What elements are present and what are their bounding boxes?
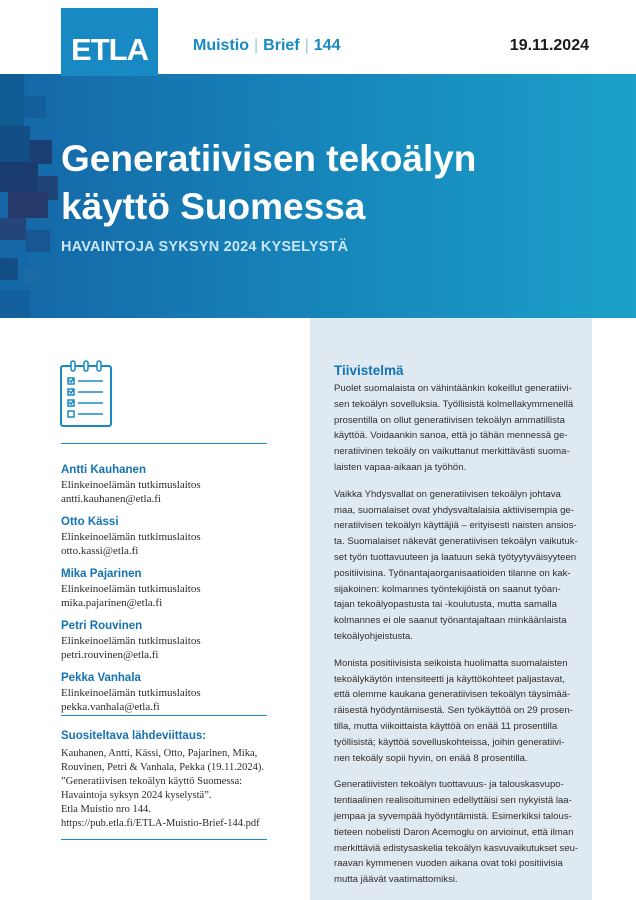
summary-line: neratiivisen tekoälyn käyttäjiä – erityisesti naisten ansios- — [334, 520, 577, 532]
summary-paragraph — [334, 487, 584, 645]
summary-paragraph — [334, 381, 584, 476]
summary-line: Generatiivisten tekoälyn tuottavuus- ja talouskasvupo- — [334, 779, 564, 791]
summary-line: tentiaalinen realisoituminen edellyttäisi sen nykyistä laa- — [334, 795, 572, 807]
divider — [61, 839, 267, 840]
divider — [61, 443, 267, 444]
summary-paragraph — [334, 656, 584, 767]
summary-body — [334, 381, 584, 899]
etla-logo: ETLA — [61, 8, 158, 76]
page-subtitle: HAVAINTOJA SYKSYN 2024 KYSELYSTÄ — [61, 239, 349, 255]
summary-line: sen tekoälyn sovelluksia. Työllisistä kolmellakymmenellä — [334, 398, 574, 410]
title-line: Generatiivisen tekoälyn — [61, 138, 477, 179]
summary-line: laisten vapaa-aikaan ja työhön. — [334, 461, 467, 473]
citation-line: Havaintoja syksyn 2024 kyselystä”. — [61, 790, 212, 801]
summary-line: käyttöä. Voidaankin sanoa, että jo tähän mennessä ge- — [334, 430, 568, 442]
citation-line: ”Generatiivisen tekoälyn käyttö Suomessa: — [61, 776, 243, 787]
author-email[interactable]: mika.pajarinen@etla.fi — [61, 597, 163, 609]
summary-line: mutta jäävät vaatimattomiksi. — [334, 874, 458, 886]
series-separator: | — [304, 37, 309, 54]
author-block — [61, 619, 271, 662]
author-email[interactable]: antti.kauhanen@etla.fi — [61, 493, 161, 505]
divider — [61, 715, 267, 716]
summary-line: Puolet suomalaista on vähintäänkin kokeillut generatiivi- — [334, 383, 572, 394]
author-email[interactable]: pekka.vanhala@etla.fi — [61, 701, 160, 713]
author-name: Petri Rouvinen — [61, 620, 143, 632]
summary-line: neratiivinen tekoäly on vaikuttanut merkittävästi suoma- — [334, 446, 570, 458]
series-brief: Brief — [263, 37, 300, 54]
author-list — [61, 463, 271, 723]
author-organisation: Elinkeinoelämän tutkimuslaitos — [61, 531, 201, 543]
checklist-document-icon — [59, 360, 113, 428]
summary-line: raavan kymmenen vuoden aikana ovat toki positiivisia — [334, 858, 563, 870]
author-organisation: Elinkeinoelämän tutkimuslaitos — [61, 687, 201, 699]
citation-url[interactable]: https://pub.etla.fi/ETLA-Muistio-Brief-144.pdf — [61, 818, 260, 829]
summary-line: Vaikka Yhdysvallat on generatiivisen tekoälyn johtava — [334, 488, 561, 500]
summary-line: että olemme kaukana generatiivisen tekoälyn täysimää- — [334, 689, 571, 701]
author-name: Pekka Vanhala — [61, 672, 141, 684]
page-title — [61, 135, 581, 231]
series-separator: | — [254, 37, 259, 54]
author-block — [61, 671, 271, 714]
title-line: käyttö Suomessa — [61, 186, 366, 227]
citation-line: Etla Muistio nro 144. — [61, 804, 151, 815]
summary-line: tilla, mutta viikoittaista käyttöä on enää 11 prosentilla — [334, 720, 558, 732]
summary-line: tieteen nobelisti Daron Acemoglu on arvioinut, että ilman — [334, 826, 574, 838]
publication-date: 19.11.2024 — [509, 37, 589, 54]
author-email[interactable]: petri.rouvinen@etla.fi — [61, 649, 159, 661]
summary-line: kolmannes ei ole saanut työnantajaltaan minkäänlaista — [334, 615, 567, 627]
series-muistio: Muistio — [193, 37, 249, 54]
summary-line: merkittäviä edistysaskelia tekoälyn kasvuvaikutukset seu- — [334, 842, 579, 854]
summary-line: sijakoinen: kolmannes työntekijöistä on saanut työan- — [334, 583, 561, 595]
citation-line: Kauhanen, Antti, Kässi, Otto, Pajarinen, Mika, — [61, 748, 258, 759]
summary-line: tekoälykäytön intensiteetti ja käyttökohteet paljastavat, — [334, 673, 565, 685]
author-email[interactable]: otto.kassi@etla.fi — [61, 545, 139, 557]
author-organisation: Elinkeinoelämän tutkimuslaitos — [61, 583, 201, 595]
header-banner — [0, 0, 636, 318]
summary-line: ta. Suomalaiset näkevät generatiivisen tekoälyn vaikutuk- — [334, 536, 578, 548]
summary-line: nen tekoäly sopii hyvin, on enää 8 prosentilla. — [334, 752, 528, 764]
citation-line: Rouvinen, Petri & Vanhala, Pekka (19.11.2024). — [61, 762, 264, 773]
citation-block — [61, 729, 271, 831]
citation-heading: Suositeltava lähdeviittaus: — [61, 730, 207, 742]
author-name: Mika Pajarinen — [61, 568, 142, 580]
summary-line: tajan tekoälyopastusta tai -koulutusta, mutta samalla — [334, 599, 557, 611]
summary-line: Monista positiivisista seikoista huolimatta suomalaisten — [334, 657, 568, 669]
summary-heading: Tiivistelmä — [334, 363, 404, 378]
summary-line: set työn tuottavuuteen ja laatuun sekä työtyytyväisyyteen — [334, 551, 577, 563]
summary-line: maa, suomalaiset ovat yhdysvaltalaisia aktiivisempia ge- — [334, 504, 574, 516]
summary-line: työllisistä; käyttöä sovelluskohteissa, joihin generatiivi- — [334, 736, 565, 748]
summary-line: tekoälyohjeistusta. — [334, 630, 413, 642]
publication-series — [193, 37, 340, 55]
author-organisation: Elinkeinoelämän tutkimuslaitos — [61, 479, 201, 491]
author-name: Otto Kässi — [61, 516, 119, 528]
summary-line: positiivisina. Työnantajaorganisaatioiden tilanne on kak- — [334, 567, 571, 579]
summary-panel — [310, 318, 592, 900]
summary-paragraph — [334, 777, 584, 888]
summary-line: jempaa ja syvempää hyödyntämistä. Esimerkiksi talous- — [334, 810, 572, 822]
author-name: Antti Kauhanen — [61, 464, 146, 476]
author-block — [61, 515, 271, 558]
summary-line: räisestä hyödyntämisestä. Sen työkäyttöä on 29 prosen- — [334, 705, 573, 717]
author-block — [61, 463, 271, 506]
series-number: 144 — [313, 37, 341, 54]
author-organisation: Elinkeinoelämän tutkimuslaitos — [61, 635, 201, 647]
author-block — [61, 567, 271, 610]
summary-line: prosentilla on ollut generatiivisen tekoälyn ammatillista — [334, 414, 565, 426]
